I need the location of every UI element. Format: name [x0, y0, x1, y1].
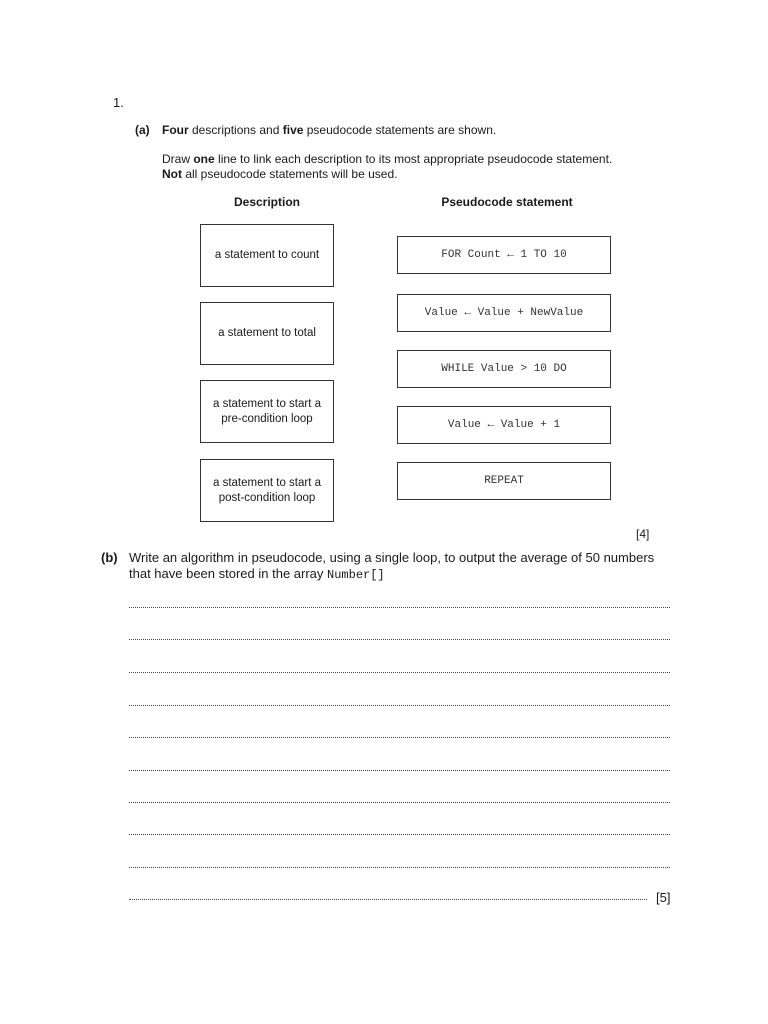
answer-line[interactable] [129, 770, 670, 771]
intro-text-1: descriptions and [188, 123, 283, 137]
statement-box-total[interactable] [397, 294, 611, 332]
description-box-total[interactable] [200, 302, 334, 365]
description-text: a statement to start a pre-condition loop [212, 397, 322, 425]
description-header: Description [233, 195, 300, 209]
statement-text: Value ← Value + 1 [447, 419, 561, 431]
part-b-marks: [5] [656, 890, 671, 905]
part-a-label: (a) [135, 123, 150, 137]
answer-line[interactable] [129, 639, 670, 640]
answer-line[interactable] [129, 802, 670, 803]
answer-line[interactable] [129, 672, 670, 673]
answer-line[interactable] [129, 607, 670, 608]
part-b-text-2 [129, 566, 385, 583]
statement-text: REPEAT [484, 475, 524, 487]
array-name-code: Number[] [327, 568, 385, 582]
intro-bold-four: Four [162, 123, 189, 137]
statement-box-increment[interactable] [397, 406, 611, 444]
description-box-post-condition[interactable] [200, 459, 334, 522]
part-b-text-2-prefix: that have been stored in the array [129, 566, 328, 581]
description-text: a statement to start a post-condition loop [212, 476, 322, 504]
statement-text: FOR Count ← 1 TO 10 [441, 249, 567, 261]
instruction-text-1: Draw [162, 152, 194, 166]
description-text: a statement to total [218, 327, 316, 339]
statement-text: WHILE Value > 10 DO [441, 363, 567, 375]
answer-line[interactable] [129, 737, 670, 738]
statement-box-repeat[interactable] [397, 462, 611, 500]
intro-text-2: pseudocode statements are shown. [303, 123, 497, 137]
instruction-text-2: line to link each description to its most appropriate pseudocode statement. [214, 152, 613, 166]
answer-line[interactable] [129, 705, 670, 706]
pseudocode-header: Pseudocode statement [441, 195, 573, 209]
part-b-label: (b) [101, 550, 118, 565]
statement-box-for[interactable] [397, 236, 611, 274]
answer-line[interactable] [129, 867, 670, 868]
description-box-pre-condition[interactable] [200, 380, 334, 443]
part-b-text-1: Write an algorithm in pseudocode, using a single loop, to output the average of 50 numbers [129, 550, 655, 565]
answer-line[interactable] [129, 834, 670, 835]
description-box-count[interactable] [200, 224, 334, 287]
part-a-instruction [162, 151, 662, 167]
question-number: 1. [113, 95, 124, 110]
statement-box-while[interactable] [397, 350, 611, 388]
part-a-instruction-2 [162, 166, 397, 182]
part-a-marks: [4] [636, 527, 650, 541]
intro-bold-five: five [282, 123, 304, 137]
instruction-bold-not: Not [162, 167, 182, 181]
instruction2-text: all pseudocode statements will be used. [182, 167, 398, 181]
description-text: a statement to count [214, 249, 320, 261]
instruction-bold-one: one [193, 152, 215, 166]
answer-line[interactable] [129, 899, 647, 900]
statement-text: Value ← Value + NewValue [424, 307, 584, 319]
part-a-intro [162, 122, 496, 138]
